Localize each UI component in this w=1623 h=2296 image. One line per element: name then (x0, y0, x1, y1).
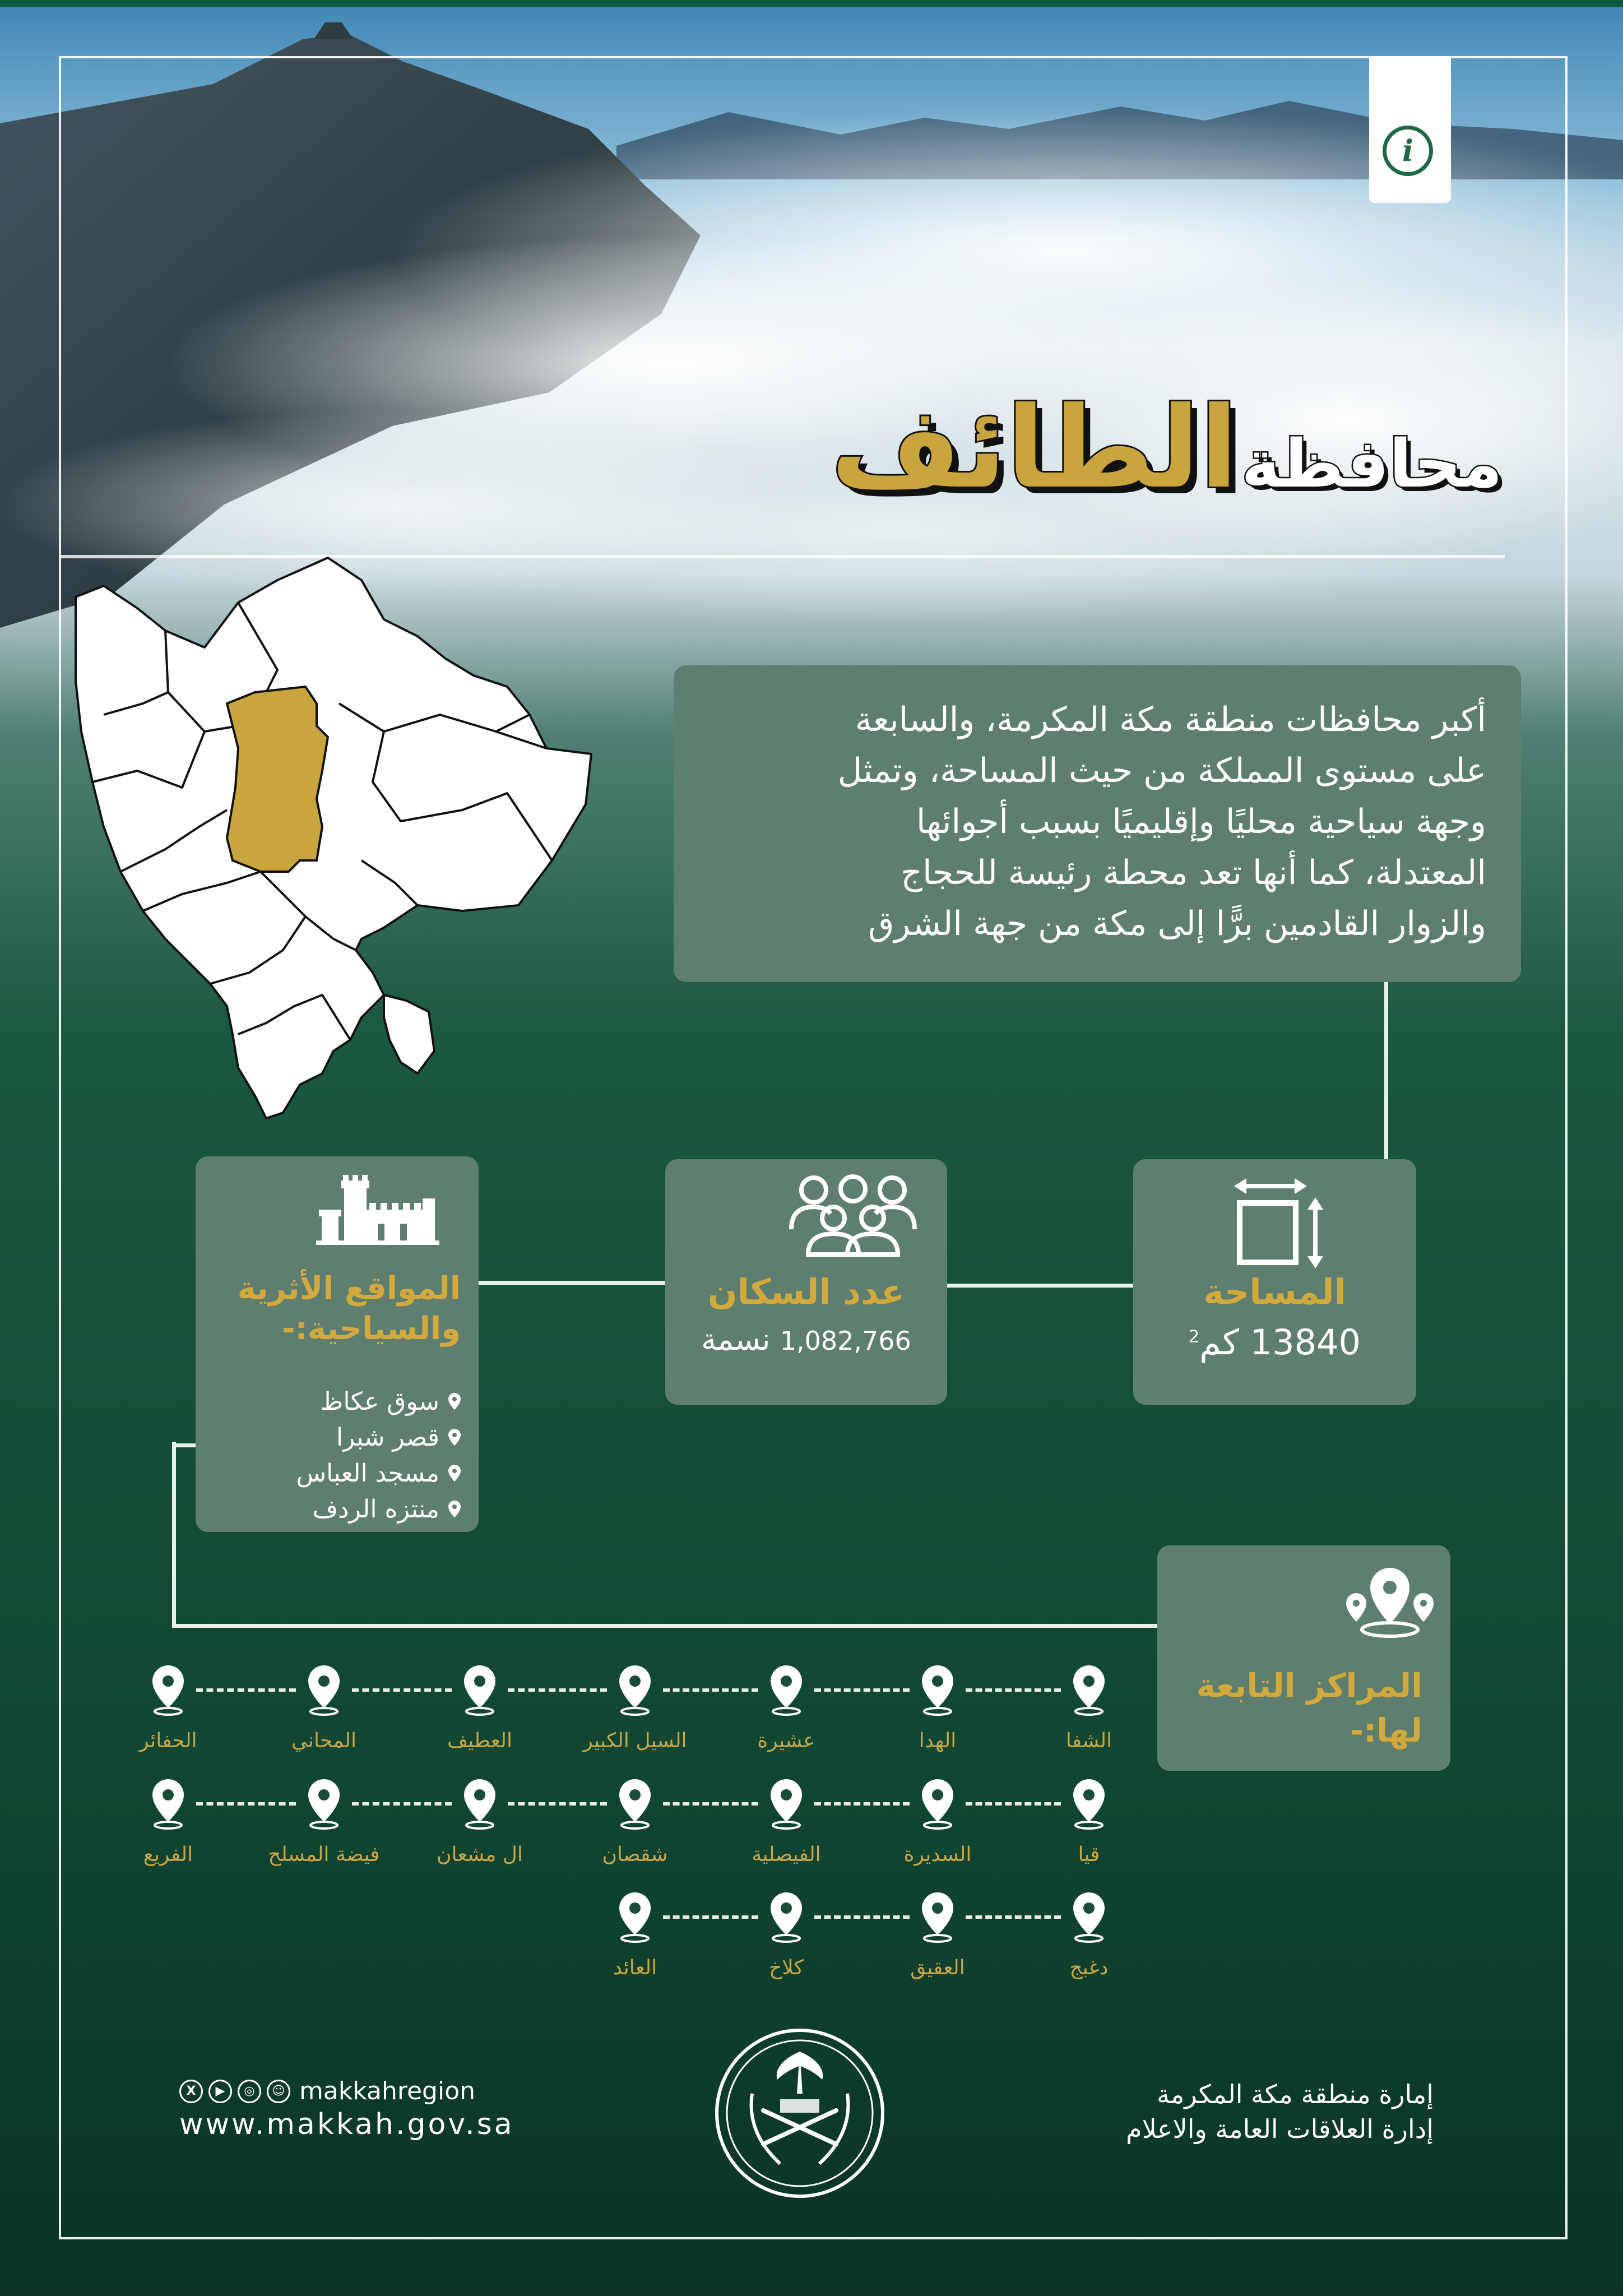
dashed-connector (966, 1915, 1061, 1919)
population-unit: نسمة (701, 1322, 771, 1357)
center-label: المحاني (291, 1729, 356, 1752)
connector-sites-vertical (172, 1442, 176, 1628)
snapchat-icon[interactable]: ☺ (267, 2080, 290, 2103)
center-label: عشيرة (757, 1729, 815, 1752)
center-label: شقصان (602, 1843, 668, 1866)
instagram-icon[interactable]: ◎ (238, 2080, 261, 2103)
description-line: المعتدلة، كما أنها تعد محطة رئيسة للحجاج (901, 853, 1486, 892)
top-accent-bar (0, 0, 1623, 7)
description-line: على مستوى المملكة من حيث المساحة، وتمثل (837, 751, 1486, 790)
location-pin-icon (448, 1393, 461, 1410)
centers-box (1157, 1545, 1450, 1771)
area-resize-icon (1234, 1176, 1329, 1271)
people-group-icon (783, 1173, 923, 1257)
area-unit-sup: 2 (1189, 1327, 1200, 1347)
location-pin-icon (615, 1777, 655, 1831)
social-handle[interactable]: makkahregion (299, 2077, 476, 2105)
center-label: السديرة (903, 1843, 972, 1866)
dashed-connector (352, 1688, 452, 1692)
connector-sites-horizontal (172, 1443, 196, 1447)
list-item (208, 1455, 461, 1491)
list-item (208, 1491, 461, 1527)
location-pin-icon (766, 1777, 806, 1831)
dashed-connector (196, 1802, 296, 1806)
footer-organization (1126, 2077, 1434, 2146)
location-pin-icon (304, 1663, 344, 1717)
sites-list (208, 1383, 461, 1527)
area-box (1133, 1159, 1416, 1405)
title-prefix: محافظة (1241, 425, 1503, 502)
x-icon[interactable]: X (179, 2080, 203, 2103)
population-number: 1,082,766 (780, 1326, 911, 1356)
area-value (1133, 1322, 1416, 1363)
saudi-emblem-icon (713, 2026, 887, 2200)
location-pin-icon (448, 1465, 461, 1482)
footer-social (179, 2077, 514, 2141)
location-pin-icon (460, 1777, 500, 1831)
center-label: العائد (613, 1956, 657, 1979)
location-pin-icon (766, 1890, 806, 1944)
connector-centers-horizontal (172, 1624, 1158, 1628)
location-pin-icon (1069, 1777, 1109, 1831)
dashed-connector (966, 1802, 1061, 1806)
dashed-connector (663, 1688, 758, 1692)
center-label: كلاخ (769, 1956, 804, 1979)
area-title: المساحة (1203, 1271, 1346, 1312)
dashed-connector (508, 1802, 607, 1806)
dashed-connector (814, 1915, 910, 1919)
location-pin-icon (917, 1777, 958, 1831)
population-value (665, 1322, 947, 1357)
location-pin-icon (460, 1663, 500, 1717)
location-pin-icon (148, 1663, 188, 1717)
center-label: دغبج (1069, 1956, 1109, 1979)
page-frame (59, 56, 1568, 2239)
location-pin-icon (917, 1663, 958, 1717)
centers-title-line2: لها:- (1350, 1711, 1422, 1749)
area-unit: كم (1199, 1322, 1239, 1363)
list-item (208, 1383, 461, 1419)
center-label: ال مشعان (437, 1843, 523, 1866)
sites-box (196, 1156, 479, 1532)
dashed-connector (508, 1688, 607, 1692)
description-line: والزوار القادمين برًّا إلى مكة من جهة الشرق (868, 904, 1486, 943)
area-number: 13840 (1250, 1322, 1361, 1363)
connector-desc-area (1384, 982, 1388, 1160)
centers-title-line1: المراكز التابعة (1196, 1667, 1422, 1705)
location-pin-icon (448, 1501, 461, 1517)
dashed-connector (814, 1688, 910, 1692)
center-label: العطيف (447, 1729, 512, 1752)
dashed-connector (196, 1688, 296, 1692)
center-label: قيا (1078, 1843, 1100, 1866)
dashed-connector (663, 1802, 758, 1806)
list-item (208, 1419, 461, 1455)
social-row (179, 2077, 514, 2105)
location-pin-icon (615, 1663, 655, 1717)
location-pin-icon (304, 1777, 344, 1831)
center-label: الشفا (1065, 1729, 1112, 1752)
dashed-connector (966, 1688, 1061, 1692)
dashed-connector (814, 1802, 910, 1806)
youtube-icon[interactable]: ▶ (208, 2080, 232, 2103)
info-tab[interactable] (1369, 56, 1451, 203)
location-pin-icon (148, 1777, 188, 1831)
location-pin-icon (1069, 1663, 1109, 1717)
description-line: أكبر محافظات منطقة مكة المكرمة، والسابعة (855, 700, 1486, 739)
taif-highlight (227, 687, 328, 872)
site-label: سوق عكاظ (320, 1387, 439, 1416)
site-label: منتزه الردف (312, 1494, 439, 1524)
org-line1: إمارة منطقة مكة المكرمة (1157, 2079, 1434, 2109)
center-label: الهدا (919, 1729, 957, 1752)
org-line2: إدارة العلاقات العامة والاعلام (1126, 2114, 1434, 2144)
location-pin-icon (448, 1429, 461, 1446)
location-pins-icon (1339, 1568, 1440, 1641)
region-map (70, 547, 608, 1124)
location-pin-icon (1069, 1890, 1109, 1944)
title-name: الطائف (831, 383, 1239, 513)
population-box (665, 1159, 947, 1405)
site-label: قصر شبرا (336, 1423, 439, 1452)
location-pin-icon (917, 1890, 958, 1944)
connector-area-population (947, 1284, 1133, 1288)
center-label: السيل الكبير (583, 1729, 687, 1752)
dashed-connector (352, 1802, 452, 1806)
website-link[interactable]: www.makkah.gov.sa (179, 2108, 514, 2141)
page-title (831, 383, 1503, 513)
sites-title (208, 1269, 461, 1349)
center-label: فيضة المسلح (268, 1843, 380, 1866)
info-icon[interactable]: i (1383, 126, 1433, 176)
center-label: الفيصلية (752, 1843, 821, 1866)
description-line: وجهة سياحية محليًا وإقليميًا بسبب أجوائها (916, 802, 1486, 841)
location-pin-icon (615, 1890, 655, 1944)
centers-title (1187, 1663, 1422, 1753)
connector-population-sites (479, 1281, 665, 1285)
center-label: الفريع (143, 1843, 193, 1866)
location-pin-icon (766, 1663, 806, 1717)
sites-title-line1: المواقع الأثرية (237, 1270, 461, 1307)
dashed-connector (663, 1915, 758, 1919)
castle-icon (310, 1170, 445, 1255)
description-box (674, 665, 1521, 982)
population-title: عدد السكان (707, 1271, 905, 1312)
site-label: مسجد العباس (296, 1459, 439, 1488)
center-label: العقيق (910, 1956, 965, 1979)
center-label: الحفائر (139, 1729, 197, 1752)
sites-title-line2: والسياحية:- (282, 1311, 461, 1347)
